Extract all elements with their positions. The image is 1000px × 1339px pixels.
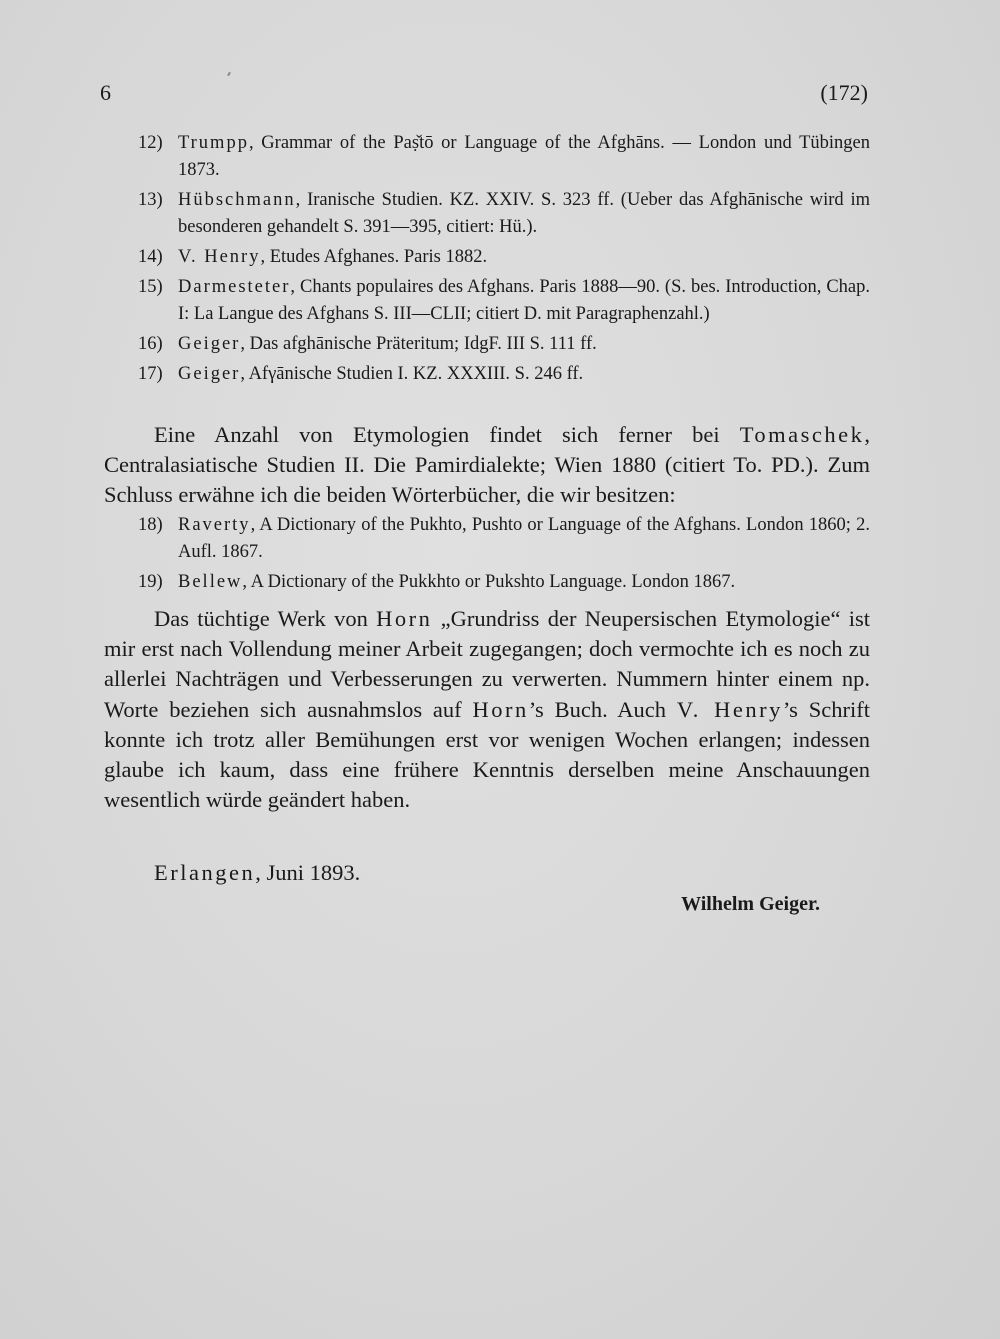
dateline bbox=[154, 860, 360, 886]
reference-item bbox=[104, 569, 870, 596]
reference-author: Trumpp bbox=[178, 133, 249, 153]
reference-number: 13) bbox=[138, 190, 163, 210]
reference-number: 12) bbox=[138, 133, 163, 153]
reference-number: 16) bbox=[138, 334, 163, 354]
reference-item bbox=[104, 130, 870, 184]
reference-text: , Afγānische Studien I. KZ. XXXIII. S. 246 ff. bbox=[240, 364, 584, 384]
reference-number: 15) bbox=[138, 277, 163, 297]
reference-item bbox=[104, 244, 870, 271]
spaced-name: Horn bbox=[472, 696, 529, 722]
reference-text: , Grammar of the Paṣ̌tō or Language of the Afghāns. — London und Tübingen 1873. bbox=[178, 133, 870, 180]
paragraph-text: ’s Schrift konnte ich trotz aller Bemühungen erst vor wenigen Wochen erlangen; indessen glaube ich kaum, dass eine frühere Kenntnis derselben meine Anschauungen wesentlich würde geändert haben. bbox=[104, 696, 870, 813]
spaced-name: Horn bbox=[376, 606, 433, 631]
reference-text: , Das afghānische Präteritum; IdgF. III S. 111 ff. bbox=[240, 334, 597, 354]
paragraph-text: Eine Anzahl von Etymologien findet sich ferner bei bbox=[154, 422, 740, 447]
date-text: , Juni 1893. bbox=[255, 860, 361, 885]
body-paragraph-1 bbox=[104, 420, 870, 510]
reference-list-1 bbox=[104, 130, 870, 391]
reference-author: Geiger bbox=[178, 334, 241, 354]
reference-number: 14) bbox=[138, 247, 163, 267]
reference-text: , Iranische Studien. KZ. XXIV. S. 323 ff. (Ueber das Afghānische wird im besonderen gehandelt S. 391—395, citiert: Hü.). bbox=[178, 190, 870, 237]
reference-number: 17) bbox=[138, 364, 163, 384]
paragraph-text: , Centralasiatische Studien II. Die Pamirdialekte; Wien 1880 (citiert To. PD.). Zum Schluss erwähne ich die beiden Wörterbücher, die wir besitzen: bbox=[104, 422, 870, 507]
place-name: Erlangen bbox=[154, 860, 256, 885]
reference-text: , A Dictionary of the Pukhto, Pushto or Language of the Afghans. London 1860; 2. Aufl. 1867. bbox=[178, 515, 870, 562]
reference-author: Geiger bbox=[178, 364, 241, 384]
reference-author: Bellew bbox=[178, 572, 243, 592]
sheet-number: (172) bbox=[820, 80, 868, 105]
reference-author: Raverty bbox=[178, 515, 251, 535]
reference-text: , Chants populaires des Afghans. Paris 1888—90. (S. bes. Introduction, Chap. I: La Langue des Afghans S. III—CLII; citiert D. mit Paragraphenzahl.) bbox=[178, 277, 870, 324]
author-signature: Wilhelm Geiger. bbox=[681, 893, 820, 915]
paper-speck bbox=[227, 72, 231, 76]
reference-item bbox=[104, 512, 870, 566]
paragraph-text: „Grundriss der Neupersischen Etymologie“ ist mir erst nach Vollendung meiner Arbeit zugegangen; doch vermochte ich es noch zu allerlei Nachträgen und Verbesserungen zu verwerten. Nummern hinter einem np. Worte beziehen sich ausnahmslos auf bbox=[104, 606, 870, 722]
reference-text: , Etudes Afghanes. Paris 1882. bbox=[260, 247, 488, 267]
reference-author: V. Henry bbox=[178, 247, 261, 267]
reference-list-2 bbox=[104, 512, 870, 599]
reference-author: Hübschmann bbox=[178, 190, 296, 210]
reference-item bbox=[104, 187, 870, 241]
paragraph-text: Das tüchtige Werk von bbox=[154, 606, 377, 631]
reference-item bbox=[104, 331, 870, 358]
page-number: 6 bbox=[100, 80, 111, 105]
spaced-name: V. Henry bbox=[676, 696, 783, 722]
reference-item bbox=[104, 274, 870, 328]
reference-number: 19) bbox=[138, 572, 163, 592]
spaced-name: Tomaschek bbox=[739, 422, 865, 447]
reference-item bbox=[104, 361, 870, 388]
reference-author: Darmesteter bbox=[178, 277, 291, 297]
reference-text: , A Dictionary of the Pukkhto or Pukshto Language. London 1867. bbox=[242, 572, 736, 592]
paragraph-text: ’s Buch. Auch bbox=[528, 696, 677, 722]
body-paragraph-2 bbox=[104, 604, 870, 815]
reference-number: 18) bbox=[138, 515, 163, 535]
